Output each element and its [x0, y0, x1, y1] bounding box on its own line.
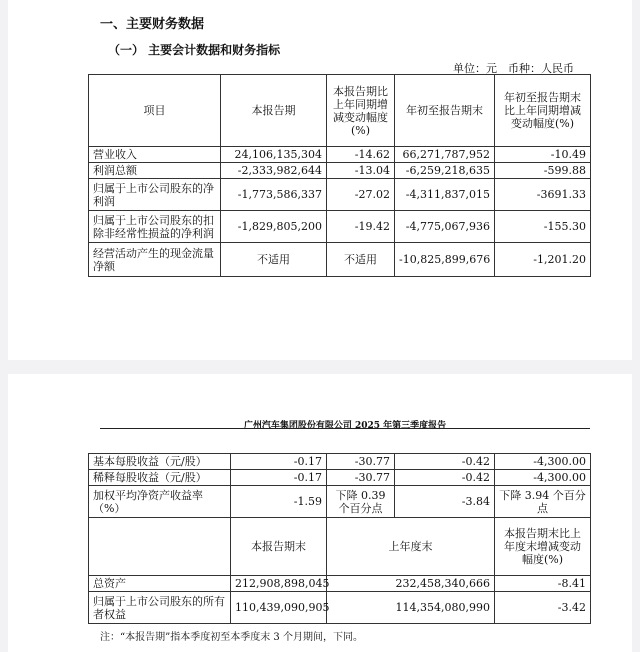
- row-ytd: -10,825,899,676: [395, 243, 495, 277]
- row-current: 不适用: [221, 243, 327, 277]
- row-item: 加权平均净资产收益率（%）: [89, 486, 231, 518]
- row-current: -1,773,586,337: [221, 179, 327, 211]
- key-financial-table-continued: [88, 453, 591, 624]
- row-period-end: 110,439,090,905: [231, 592, 327, 624]
- header-period-change: 本报告期比上年同期增减变动幅度(%): [327, 75, 395, 147]
- row-item: 营业收入: [89, 147, 221, 163]
- table-row: [89, 243, 591, 277]
- row-item: 利润总额: [89, 163, 221, 179]
- row-current: -1.59: [231, 486, 327, 518]
- row-ytd-change: -3691.33: [495, 179, 591, 211]
- row-ytd: -4,311,837,015: [395, 179, 495, 211]
- table-row: [89, 179, 591, 211]
- row-item: 稀释每股收益（元/股）: [89, 470, 231, 486]
- row-balance-change: -8.41: [495, 576, 591, 592]
- row-change: -14.62: [327, 147, 395, 163]
- row-ytd: -3.84: [395, 486, 495, 518]
- row-item: 经营活动产生的现金流量净额: [89, 243, 221, 277]
- table-row: [89, 470, 591, 486]
- header-ytd-change: 年初至报告期末比上年同期增减变动幅度(%): [495, 75, 591, 147]
- table-row: [89, 486, 591, 518]
- row-ytd: 66,271,787,952: [395, 147, 495, 163]
- row-ytd-change: 下降 3.94 个百分点: [495, 486, 591, 518]
- row-current: 24,106,135,304: [221, 147, 327, 163]
- subsection-title: （一） 主要会计数据和财务指标: [108, 43, 281, 57]
- row-ytd: -4,775,067,936: [395, 211, 495, 243]
- running-header-rule: [100, 428, 590, 429]
- unit-currency-line: 单位：元 币种：人民币: [453, 62, 574, 75]
- row-ytd-change: -155.30: [495, 211, 591, 243]
- header-balance-change: 本报告期末比上年度末增减变动幅度(%): [495, 518, 591, 576]
- header-prior-year-end: 上年度末: [327, 518, 495, 576]
- header-current-period: 本报告期: [221, 75, 327, 147]
- footnote: 注：“本报告期”指本季度初至本季度末 3 个月期间，下同。: [100, 632, 363, 643]
- row-item: 归属于上市公司股东的扣除非经常性损益的净利润: [89, 211, 221, 243]
- row-ytd: -6,259,218,635: [395, 163, 495, 179]
- row-ytd-change: -599.88: [495, 163, 591, 179]
- row-item: 归属于上市公司股东的所有者权益: [89, 592, 231, 624]
- key-financial-table: [88, 74, 591, 277]
- row-balance-change: -3.42: [495, 592, 591, 624]
- row-prior-year-end: 114,354,080,990: [327, 592, 495, 624]
- row-ytd-change: -4,300.00: [495, 454, 591, 470]
- row-change: 下降 0.39 个百分点: [327, 486, 395, 518]
- row-item: 总资产: [89, 576, 231, 592]
- report-page-2: [8, 374, 632, 652]
- row-change: -27.02: [327, 179, 395, 211]
- row-ytd: -0.42: [395, 470, 495, 486]
- header-period-end: 本报告期末: [231, 518, 327, 576]
- section-title: 一、主要财务数据: [100, 17, 205, 32]
- row-ytd: -0.42: [395, 454, 495, 470]
- row-change: 不适用: [327, 243, 395, 277]
- row-ytd-change: -10.49: [495, 147, 591, 163]
- table-header-row: [89, 75, 591, 147]
- row-current: -2,333,982,644: [221, 163, 327, 179]
- table-row: [89, 147, 591, 163]
- balance-header-blank: [89, 518, 231, 576]
- balance-header-row: [89, 518, 591, 576]
- row-change: -13.04: [327, 163, 395, 179]
- row-item: 基本每股收益（元/股）: [89, 454, 231, 470]
- row-prior-year-end: 232,458,340,666: [327, 576, 495, 592]
- table-row: [89, 592, 591, 624]
- table-row: [89, 211, 591, 243]
- header-item: 项目: [89, 75, 221, 147]
- row-current: -0.17: [231, 470, 327, 486]
- report-page-1: [8, 0, 632, 360]
- running-header: 广州汽车集团股份有限公司 2025 年第三季度报告: [243, 421, 447, 431]
- row-period-end: 212,908,898,045: [231, 576, 327, 592]
- header-ytd: 年初至报告期末: [395, 75, 495, 147]
- row-change: -30.77: [327, 454, 395, 470]
- row-change: -30.77: [327, 470, 395, 486]
- table-row: [89, 576, 591, 592]
- row-change: -19.42: [327, 211, 395, 243]
- row-ytd-change: -4,300.00: [495, 470, 591, 486]
- row-current: -0.17: [231, 454, 327, 470]
- row-item: 归属于上市公司股东的净利润: [89, 179, 221, 211]
- row-ytd-change: -1,201.20: [495, 243, 591, 277]
- table-row: [89, 163, 591, 179]
- row-current: -1,829,805,200: [221, 211, 327, 243]
- table-row: [89, 454, 591, 470]
